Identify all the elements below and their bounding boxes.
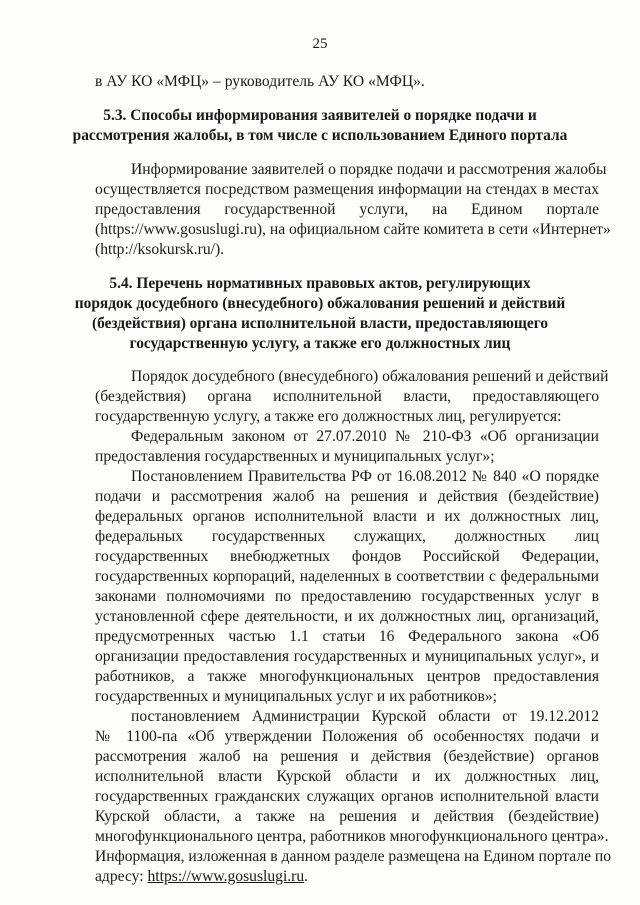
section-5-4-paragraph-line: Федеральным законом от 27.07.2010 № 210-ФЗ «Об организации	[131, 428, 599, 445]
section-5-4-paragraph-line: Постановлением Правительства РФ от 16.08.2012 № 840 «О порядке	[131, 468, 599, 485]
section-5-4-paragraph-line: Порядок досудебного (внесудебного) обжалования решений и действий	[131, 368, 609, 385]
section-5-3-heading-line-1: 5.3. Способы информирования заявителей о порядке подачи и	[103, 107, 537, 124]
section-5-4-paragraph-line: государственную услугу, а также его должностных лиц, регулируется:	[95, 408, 562, 425]
section-5-4-paragraph-line: Информация, изложенная в данном разделе размещена на Едином портале по	[95, 848, 612, 865]
section-5-4-heading-line-4: государственную услугу, а также его должностных лиц	[129, 335, 511, 352]
section-5-3-paragraph-line: (http://ksokursk.ru/).	[95, 241, 225, 258]
section-5-4-paragraph-line: федеральных государственных служащих, должностных лиц	[95, 528, 599, 545]
section-5-3-paragraph-line: (https://www.gosuslugi.ru), на официальном сайте комитета в сети «Интернет»	[95, 221, 611, 238]
section-5-3-paragraph-line: предоставления государственной услуги, на Едином портале	[95, 201, 599, 218]
section-5-4-paragraph-line: государственных и муниципальных услуг и их работников»;	[95, 688, 497, 705]
section-5-4-paragraph-line: государственных гражданских служащих органов исполнительной власти	[95, 788, 599, 805]
section-5-4-heading-line-1: 5.4. Перечень нормативных правовых актов, регулирующих	[109, 275, 531, 292]
section-5-4-paragraph-line: постановлением Администрации Курской области от 19.12.2012	[131, 708, 599, 725]
gosuslugi-link[interactable]: https://www.gosuslugi.ru	[147, 868, 305, 885]
section-5-4-heading-line-2: порядок досудебного (внесудебного) обжалования решений и действий	[74, 295, 566, 312]
section-5-4-paragraph-line: государственных внебюджетных фондов Российской Федерации,	[95, 548, 599, 565]
section-5-4-paragraph-line: (бездействия) органа исполнительной власти, предоставляющего	[95, 388, 599, 405]
section-5-4-paragraph-line: работников, а также многофункциональных центров предоставления	[95, 668, 599, 685]
section-5-4-paragraph-line: подачи и рассмотрения жалоб на решения и действия (бездействие)	[95, 488, 599, 505]
section-5-4-paragraph-line: № 1100-па «Об утверждении Положения об особенностях подачи и	[95, 728, 599, 745]
section-5-4-heading-line-3: (бездействия) органа исполнительной власти, предоставляющего	[91, 315, 549, 332]
section-5-3-paragraph-line: осуществляется посредством размещения информации на стендах в местах	[95, 181, 599, 198]
section-5-4-paragraph-line: федеральных органов исполнительной власти и их должностных лиц,	[95, 508, 599, 525]
address-line	[95, 867, 308, 887]
section-5-4-paragraph-line: исполнительной власти Курской области и их должностных лиц,	[95, 768, 599, 785]
section-5-4-paragraph-line: установленной сфере деятельности, и их должностных лиц, организаций,	[95, 608, 599, 625]
page-number: 25	[312, 36, 328, 52]
section-5-4-paragraph-line: предусмотренных частью 1.1 статьи 16 Федерального закона «Об	[95, 628, 599, 645]
intro-line: в АУ КО «МФЦ» – руководитель АУ КО «МФЦ».	[95, 73, 425, 90]
section-5-4-paragraph-line: рассмотрения жалоб на решения и действия (бездействие) органов	[95, 748, 599, 765]
section-5-4-paragraph-line: государственных корпораций, наделенных в соответствии с федеральными	[95, 568, 599, 585]
address-suffix: .	[304, 868, 309, 885]
section-5-4-paragraph-line: Курской области, а также на решения и действия (бездействие)	[95, 808, 599, 825]
address-prefix: адресу:	[95, 868, 148, 885]
section-5-4-paragraph-line: многофункционального центра, работников многофункционального центра».	[95, 828, 609, 845]
section-5-4-paragraph-line: предоставления государственных и муниципальных услуг»;	[95, 448, 495, 465]
section-5-3-paragraph-line: Информирование заявителей о порядке подачи и рассмотрения жалобы	[131, 161, 607, 178]
section-5-4-paragraph-line: законами полномочиями по предоставлению государственных услуг в	[95, 588, 599, 605]
section-5-3-heading-line-2: рассмотрения жалобы, в том числе с использованием Единого портала	[72, 127, 568, 144]
section-5-4-paragraph-line: организации предоставления государственных и муниципальных услуг», и	[95, 648, 599, 665]
